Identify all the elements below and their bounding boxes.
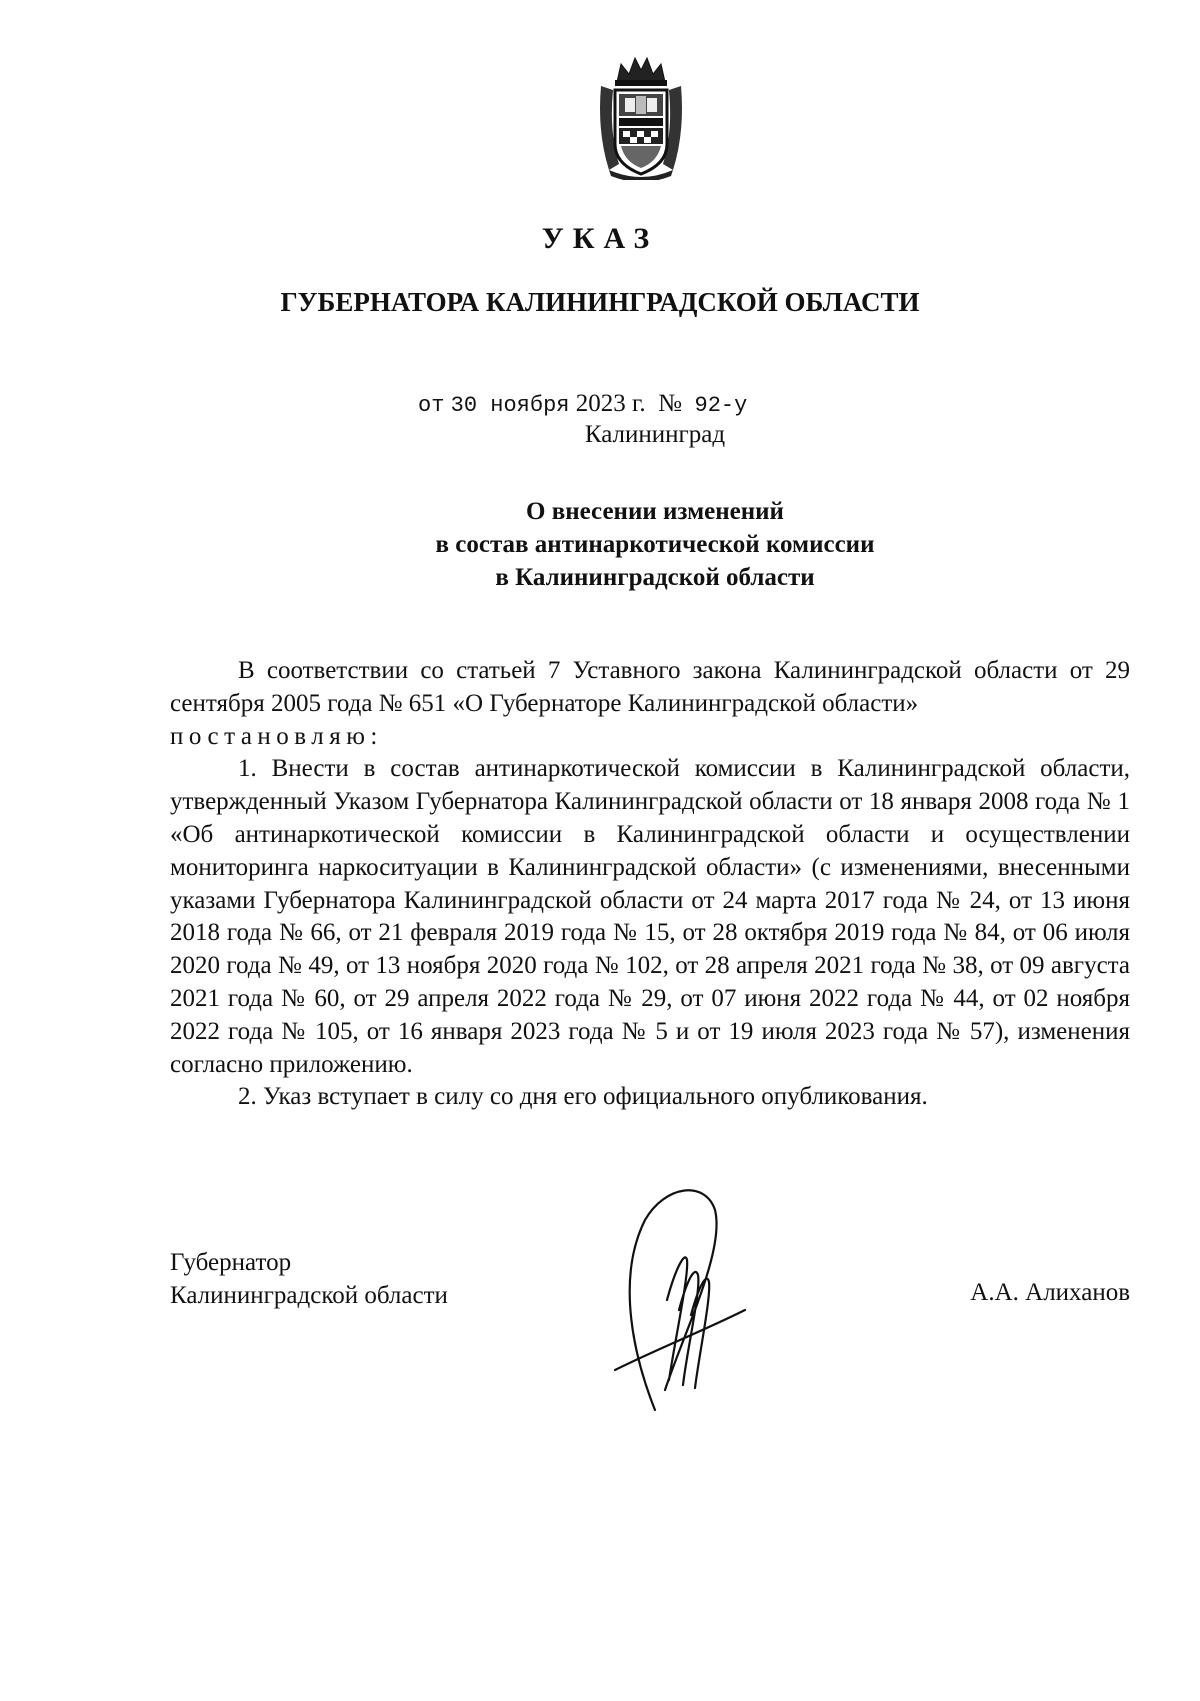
subject-line: в состав антинаркотической комиссии [435,531,875,558]
position-line: Губернатор [170,1249,292,1276]
handwritten-signature-icon [595,1180,755,1430]
preamble-paragraph [170,655,1130,753]
document-body [170,655,1130,1114]
document-type-title: УКАЗ [541,222,659,255]
city-line: Калининград [584,421,726,448]
document-number: 92-у [694,393,748,418]
issuer-title: ГУБЕРНАТОРА КАЛИНИНГРАДСКОЙ ОБЛАСТИ [280,287,920,317]
date-year: 2023 г. [575,390,646,417]
date-prefix: от [418,393,445,418]
item-2-paragraph: 2. Указ вступает в силу со дня его официального опубликования. [238,1083,928,1111]
document-subject [0,495,1200,594]
subject-line: в Калининградской области [495,564,815,591]
subject-line: О внесении изменений [526,498,784,525]
coat-of-arms-icon [595,52,687,180]
item-1-paragraph: 1. Внести в состав антинаркотической комиссии в Калининградской области, утвержденный Указом Губернатора Калининградской области от 18 января 2008 года № 1 «Об антинаркотической комиссии в Калининградской области и осуществлении мониторинга наркоситуации в Калининградской области» (с изменениями, внесенными указами Губернатора Калининградской области от 24 марта 2017 года № 24, от 13 июня 2018 года № 66, от 21 февраля 2019 года № 15, от 28 октября 2019 года № 84, от 06 июля 2020 года № 49, от 13 ноября 2020 года № 102, от 28 апреля 2021 года № 38, от 09 августа 2021 года № 60, от 29 апреля 2022 года № 29, от 07 июня 2022 года № 44, от 02 ноября 2022 года № 105, от 16 января 2023 года № 5 и от 19 июля 2023 года № 57), изменения согласно приложению. [170,755,1130,1078]
date-day-month: 30 ноября [450,393,570,418]
preamble-text: В соответствии со статьей 7 Уставного закона Калининградской области от 29 сентября 2005 года № 651 «О Губернаторе Калининградской области» [170,657,1130,717]
signatory-name: А.А. Алиханов [970,1279,1130,1306]
decree-word: постановляю: [170,722,383,750]
position-line: Калининградской области [170,1282,448,1309]
number-sign: № [658,390,683,417]
registration-line [418,390,747,418]
signatory-position [170,1246,448,1312]
